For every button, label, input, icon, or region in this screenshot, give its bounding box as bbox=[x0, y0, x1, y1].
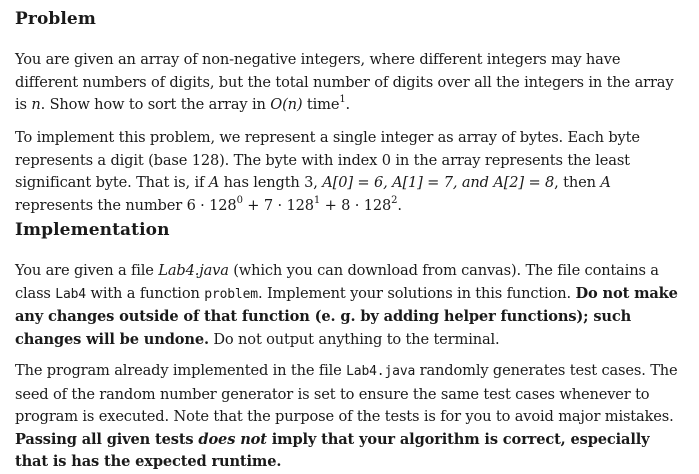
problem-paragraph-2: To implement this problem, we represent a single integer as array of bytes. Each byte represents a digit (base 128). The byte with index 0 in the array represents the least significant byte. That is, if A has length 3, A[0] = 6, A[1] = 7, and A[2] = 8, then A represents the number $6 \cdot 128^0 + 7 \cdot 128^1 + 8 \cdot 128^2$. bbox=[15, 129, 640, 214]
problem-paragraph-1: You are given an array of non-negative integers, where different integers may have different numbers of digits, but the total number of digits over all the integers in the array is n. Show how to sort the array in O(n) time$^1$. bbox=[15, 51, 674, 113]
implementation-paragraph-2: The program already implemented in the file Lab4.java randomly generates test cases. The seed of the random number generator is set to ensure the same test cases whenever to program is executed. Note that the purpose of the tests is for you to avoid major mistakes. Passing all given tests does not imply that your algorithm is correct, especially that is has the expected runtime. bbox=[15, 362, 678, 470]
section-heading-implementation: Implementation bbox=[15, 220, 170, 240]
footnote-marker: 1 bbox=[339, 94, 346, 106]
section-heading-problem: Problem bbox=[15, 9, 96, 29]
implementation-paragraph-1: You are given a file Lab4.java (which you can download from canvas). The file contains a class Lab4 with a function problem. Implement your solutions in this function. Do not make any changes outside of that function (e. g. by adding helper functions); such changes will be undone. Do not output anything to the terminal. bbox=[15, 262, 678, 348]
